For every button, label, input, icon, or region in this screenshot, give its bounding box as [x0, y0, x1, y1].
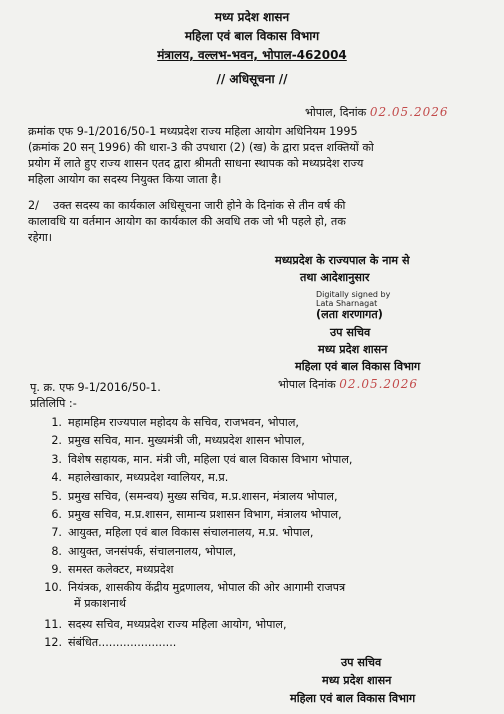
list-item-number: 12.	[44, 635, 62, 649]
list-item-text: संबंधित......................	[68, 635, 177, 649]
copy-list	[44, 414, 352, 652]
list-item	[44, 543, 352, 561]
list-item-number: 10.	[44, 580, 62, 594]
endorsement-dateline	[278, 376, 418, 393]
paragraph-1-line: क्रमांक एफ 9-1/2016/50-1 मध्यप्रदेश राज्य महिला आयोग अधिनियम 1995	[28, 125, 358, 138]
notice-title: // अधिसूचना //	[216, 72, 288, 86]
list-item-text: सदस्य सचिव, मध्यप्रदेश राज्य महिला आयोग, भोपाल,	[68, 617, 287, 631]
list-item	[44, 616, 352, 634]
paragraph-1-line: प्रयोग में लाते हुए राज्य शासन एतद द्वारा श्रीमती साधना स्थापक को मध्यप्रदेश राज्य	[28, 157, 364, 170]
digital-signature-line: Lata Sharnagat	[316, 299, 378, 308]
copy-label: प्रतिलिपि :-	[30, 397, 77, 410]
list-item-number: 11.	[44, 617, 62, 631]
signatory-department: महिला एवं बाल विकास विभाग	[295, 360, 421, 373]
list-item-number: 2.	[51, 434, 62, 448]
endorsement-date-label: भोपाल दिनांक	[278, 378, 336, 391]
list-item-text: आयुक्त, महिला एवं बाल विकास संचालनालय, म.प्र. भोपाल,	[68, 526, 314, 540]
digital-signature-line: Digitally signed by	[316, 290, 391, 299]
list-item	[44, 432, 352, 450]
list-item-number: 8.	[51, 544, 62, 558]
paragraph-1	[28, 124, 374, 188]
paragraph-2-line: 2/ उक्त सदस्य का कार्यकाल अधिसूचना जारी होने के दिनांक से तीन वर्ष की	[28, 199, 346, 212]
list-item-text: महामहिम राज्यपाल महोदय के सचिव, राजभवन, भोपाल,	[68, 416, 299, 429]
footer-designation: उप सचिव	[341, 656, 382, 669]
list-item	[44, 524, 352, 542]
header-address: मंत्रालय, वल्लभ-भवन, भोपाल-462004	[157, 48, 347, 62]
list-item-text: महालेखाकार, मध्यप्रदेश ग्वालियर, म.प्र.	[68, 471, 229, 485]
paragraph-2-line: रहेगा।	[28, 231, 52, 244]
signatory-government: मध्य प्रदेश शासन	[318, 343, 388, 356]
paragraph-1-line: (क्रमांक 20 सन् 1996) की धारा-3 की उपधारा (2) (ख) के द्वारा प्रदत्त शक्तियों को	[28, 141, 374, 154]
digital-signature	[316, 290, 390, 308]
list-item-text: समस्त कलेक्टर, मध्यप्रदेश	[68, 563, 174, 577]
paragraph-2	[28, 198, 346, 246]
dateline-label: भोपाल, दिनांक	[305, 106, 367, 119]
header-department: महिला एवं बाल विकास विभाग	[184, 29, 320, 43]
footer-department: महिला एवं बाल विकास विभाग	[290, 692, 416, 705]
list-item	[44, 634, 352, 652]
list-item-number: 6.	[51, 507, 62, 521]
list-item	[44, 451, 352, 469]
list-item-number: 7.	[51, 526, 62, 540]
endorsement-ref: पृ. क्र. एफ 9-1/2016/50-1.	[30, 381, 161, 394]
signatory-designation: उप सचिव	[330, 326, 371, 339]
list-item-text: नियंत्रक, शासकीय केंद्रीय मुद्रणालय, भोपाल की ओर आगामी राजपत्र	[68, 580, 346, 594]
dateline-date: 02.05.2026	[369, 105, 449, 119]
list-item-text: प्रमुख सचिव, मान. मुख्यमंत्री जी, मध्यप्रदेश शासन भोपाल,	[68, 434, 305, 448]
list-item-number: 5.	[51, 489, 62, 503]
list-item-number: 9.	[51, 563, 62, 577]
list-item	[44, 506, 352, 524]
list-item-text: विशेष सहायक, मान. मंत्री जी, महिला एवं बाल विकास विभाग भोपाल,	[68, 452, 353, 466]
list-item	[44, 488, 352, 506]
endorsement-date: 02.05.2026	[339, 377, 418, 391]
list-item-number: 4.	[51, 471, 62, 485]
paragraph-1-line: महिला आयोग का सदस्य नियुक्त किया जाता है।	[28, 173, 222, 186]
footer-government: मध्य प्रदेश शासन	[322, 674, 392, 687]
list-item	[44, 580, 352, 612]
header-government: मध्य प्रदेश शासन	[214, 10, 290, 24]
list-item-text-continued: में प्रकाशनार्थ	[74, 596, 126, 610]
list-item-number: 3.	[51, 452, 62, 466]
list-item	[44, 414, 352, 432]
authority-line-2: तथा आदेशानुसार	[300, 271, 370, 284]
list-item-text: आयुक्त, जनसंपर्क, संचालनालय, भोपाल,	[68, 544, 237, 558]
signatory-name: (लता शरणागत)	[316, 308, 383, 321]
dateline	[305, 104, 449, 121]
list-item-text: प्रमुख सचिव, (समन्वय) मुख्य सचिव, म.प्र.शासन, मंत्रालय भोपाल,	[68, 489, 338, 503]
list-item	[44, 561, 352, 579]
list-item-text: प्रमुख सचिव, म.प्र.शासन, सामान्य प्रशासन विभाग, मंत्रालय भोपाल,	[68, 507, 342, 521]
paragraph-2-line: कालावधि या वर्तमान आयोग का कार्यकाल की अवधि तक जो भी पहले हो, तक	[28, 215, 346, 228]
authority-line-1: मध्यप्रदेश के राज्यपाल के नाम से	[275, 254, 410, 267]
list-item	[44, 469, 352, 487]
list-item-number: 1.	[51, 416, 62, 429]
